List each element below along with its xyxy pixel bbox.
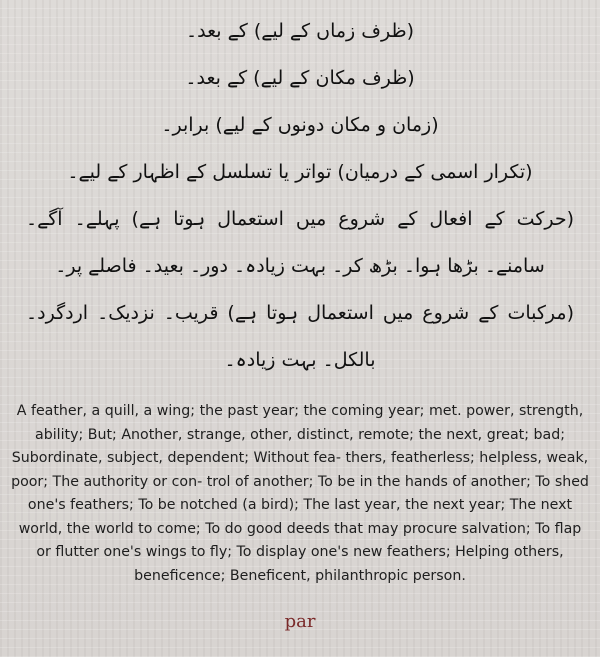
transliteration-label <box>0 610 600 634</box>
urdu-meaning-line: (زمان و مکان دونوں کے لیے) برابر۔ <box>161 114 439 136</box>
urdu-meaning-line: (مرکبات کے شروع میں استعمال ہوتا ہے) قریب۔ نزدیک۔ اردگرد۔ بالکل۔ بہت زیادہ۔ <box>26 302 574 371</box>
english-definition: A feather, a quill, a wing; the past year; the coming year; met. power, strength, ability; But; Another, strange, other, distinct, remote; the next, great; bad; Subordinate, subject, dependent; Without fea- thers, featherless; helpless, weak, poor; The authority or con- trol of another; To be in the hands of another; To shed one's feathers; To be notched (a bird); The last year, the next year; The next world, the world to come; To do good deeds that may procure salvation; To flap or flutter one's wings to fly; To display one's new feathers; Helping others, beneficence; Beneficent, philanthropic person. <box>11 403 589 584</box>
urdu-meaning-line: (ظرف زماں کے لیے) کے بعد۔ <box>186 20 414 42</box>
urdu-meaning-line: (ظرف مکان کے لیے) کے بعد۔ <box>185 67 415 89</box>
urdu-meaning-line: (تکرار اسمی کے درمیان) تواتر یا تسلسل کے اظہار کے لیے۔ <box>67 161 533 183</box>
urdu-meaning-line: (حرکت کے افعال کے شروع میں استعمال ہوتا ہے) پہلے۔ آگے۔ سامنے۔ بڑھا ہوا۔ بڑھ کر۔ بہت زیادہ۔ دور۔ بعید۔ فاصلے پر۔ <box>26 208 574 277</box>
urdu-meanings <box>0 8 600 384</box>
transliteration-text: par <box>284 611 316 632</box>
